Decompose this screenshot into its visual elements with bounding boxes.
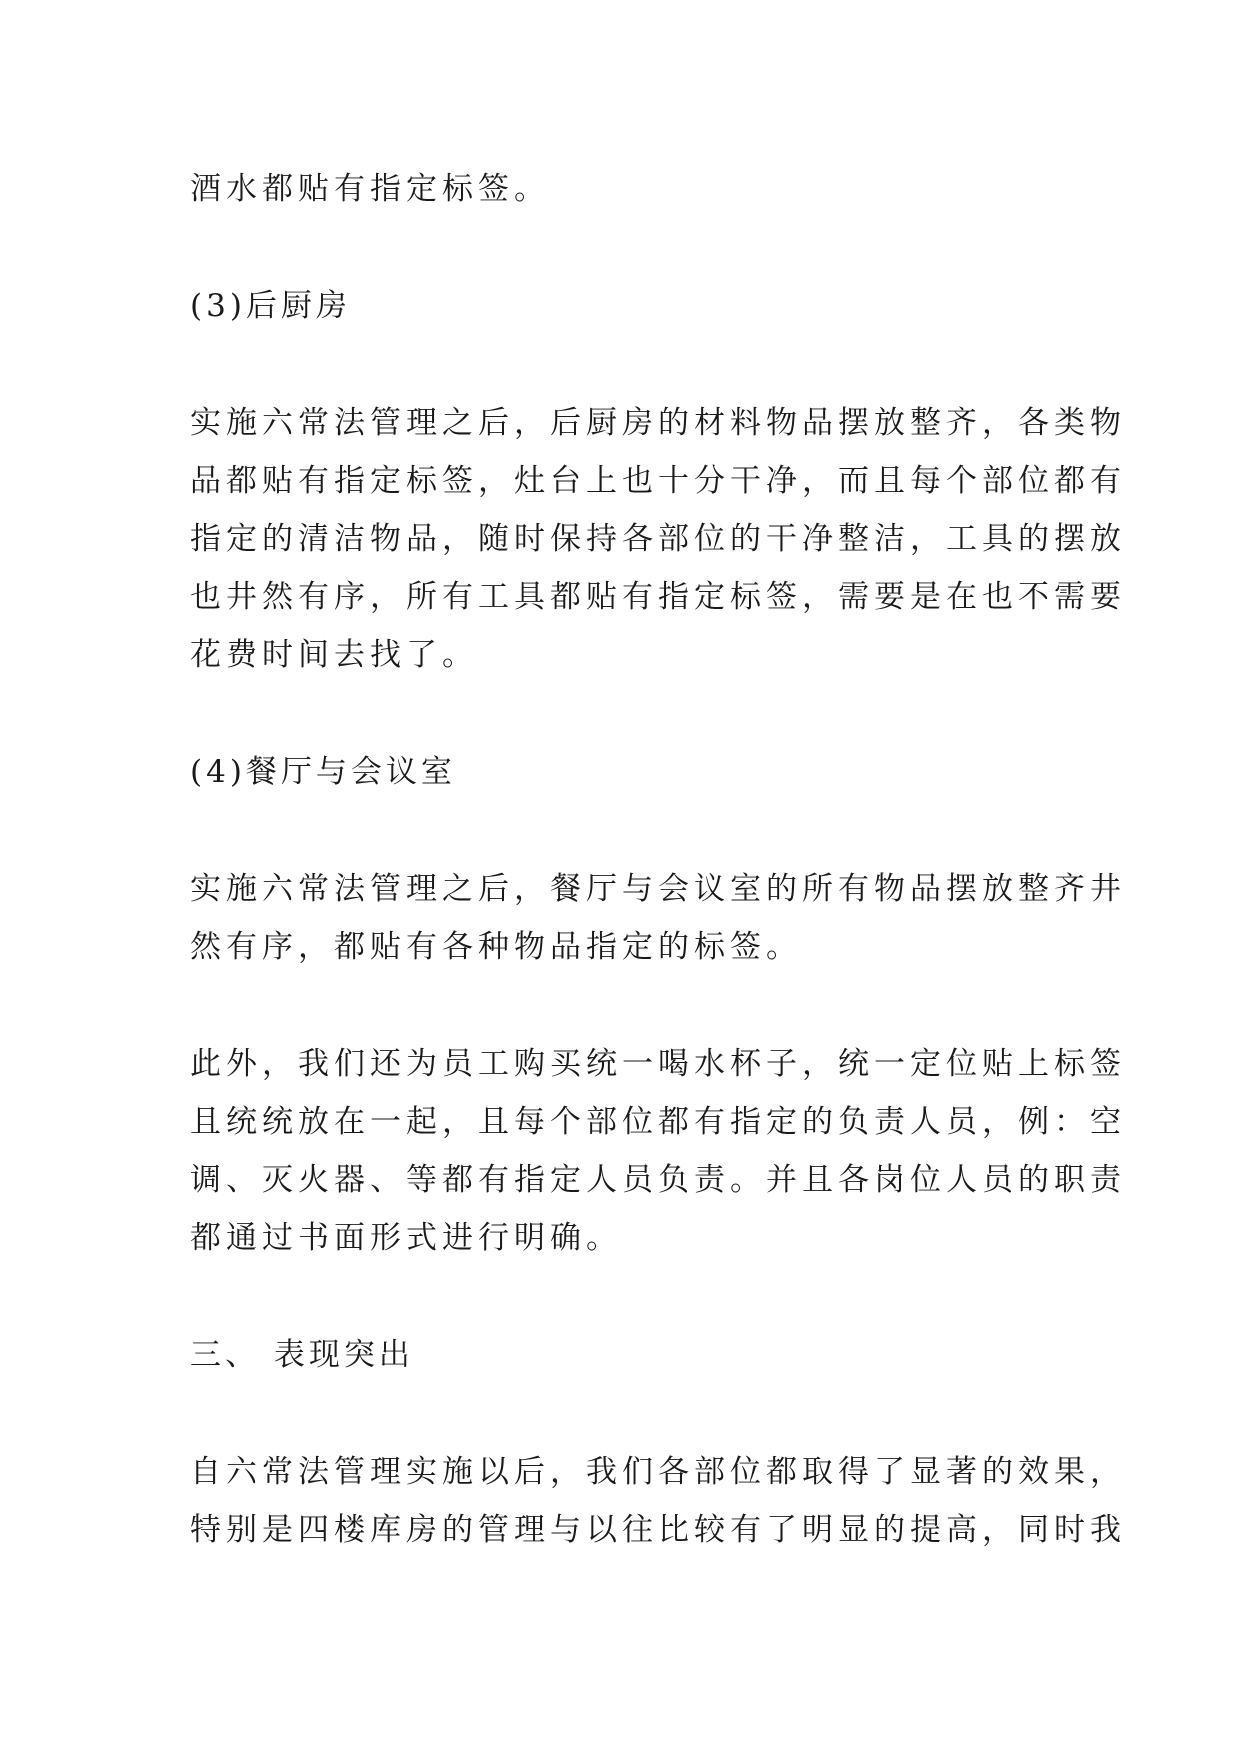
text-line: 酒水都贴有指定标签。 [190,171,550,207]
text-line: 此外，我们还为员工购买统一喝水杯子，统一定位贴上标签 [190,1046,1126,1082]
paragraph-1 [190,160,1065,218]
section-heading-back-kitchen: (3)后厨房 [190,288,351,324]
paragraph-back-kitchen [190,394,1126,684]
text-line: 也井然有序，所有工具都贴有指定标签，需要是在也不需要 [190,579,1126,615]
text-line: 然有序，都贴有各种物品指定的标签。 [190,929,802,965]
text-line: 调、灭火器、等都有指定人员负责。并且各岗位人员的职责 [190,1162,1126,1198]
text-line: 品都贴有指定标签，灶台上也十分干净，而且每个部位都有 [190,463,1126,499]
text-line: 且统统放在一起，且每个部位都有指定的负责人员，例：空 [190,1104,1126,1140]
paragraph-dining-meeting [190,860,1126,976]
paragraph-additional [190,1035,1126,1267]
text-line: 花费时间去找了。 [190,637,478,673]
text-line: 实施六常法管理之后，餐厅与会议室的所有物品摆放整齐井 [190,871,1126,907]
section-heading-outstanding: 三、 表现突出 [190,1337,414,1373]
text-line: 都通过书面形式进行明确。 [190,1220,622,1256]
document-body [190,160,1126,1559]
text-line: 实施六常法管理之后，后厨房的材料物品摆放整齐，各类物 [190,405,1126,441]
text-line: 指定的清洁物品，随时保持各部位的干净整洁，工具的摆放 [190,521,1126,557]
text-line: 自六常法管理实施以后，我们各部位都取得了显著的效果， [190,1454,1126,1490]
section-heading-dining-meeting: (4)餐厅与会议室 [190,754,456,790]
text-line: 特别是四楼库房的管理与以往比较有了明显的提高，同时我 [190,1512,1126,1548]
paragraph-outstanding [190,1443,1126,1559]
